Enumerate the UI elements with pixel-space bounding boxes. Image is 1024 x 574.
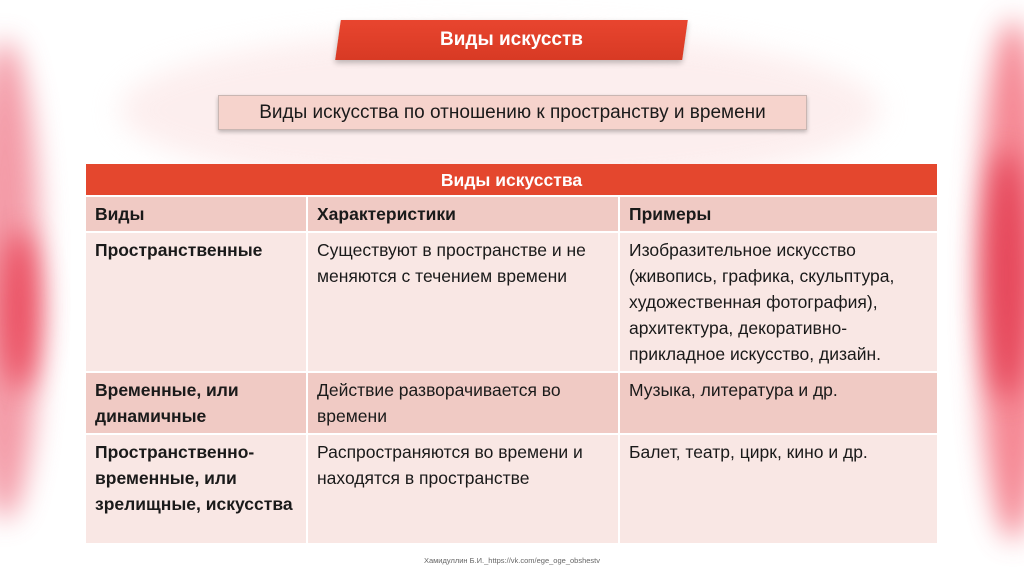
row-characteristics: Существуют в пространстве и не меняются с течением времени xyxy=(307,232,619,372)
slide-title: Виды искусств xyxy=(440,29,583,50)
row-type: Пространственно-временные, или зрелищные, искусства xyxy=(86,434,307,544)
table-header-row xyxy=(86,196,937,232)
row-characteristics: Действие разворачивается во времени xyxy=(307,372,619,434)
table-caption: Виды искусства xyxy=(86,164,937,196)
slide-footer: Хамидуллин Б.И._https://vk.com/ege_oge_obshestv xyxy=(423,556,601,565)
header-types: Виды xyxy=(86,196,307,232)
table-row xyxy=(86,434,937,544)
header-characteristics: Характеристики xyxy=(307,196,619,232)
row-examples: Музыка, литература и др. xyxy=(619,372,937,434)
row-type: Пространственные xyxy=(86,232,307,372)
row-characteristics: Распространяются во времени и находятся в пространстве xyxy=(307,434,619,544)
slide-subtitle: Виды искусства по отношению к пространству и времени xyxy=(218,95,807,130)
table-row xyxy=(86,372,937,434)
arts-table xyxy=(86,164,937,545)
row-examples: Балет, театр, цирк, кино и др. xyxy=(619,434,937,544)
table-row xyxy=(86,232,937,372)
right-watercolor-accent xyxy=(984,150,1024,400)
left-watercolor-accent xyxy=(0,230,40,390)
row-type: Временные, или динамичные xyxy=(86,372,307,434)
row-examples: Изобразительное искусство (живопись, графика, скульптура, художественная фотография), архитектура, декоративно-прикладное искусство, дизайн. xyxy=(619,232,937,372)
header-examples: Примеры xyxy=(619,196,937,232)
slide-title-banner xyxy=(335,20,688,60)
